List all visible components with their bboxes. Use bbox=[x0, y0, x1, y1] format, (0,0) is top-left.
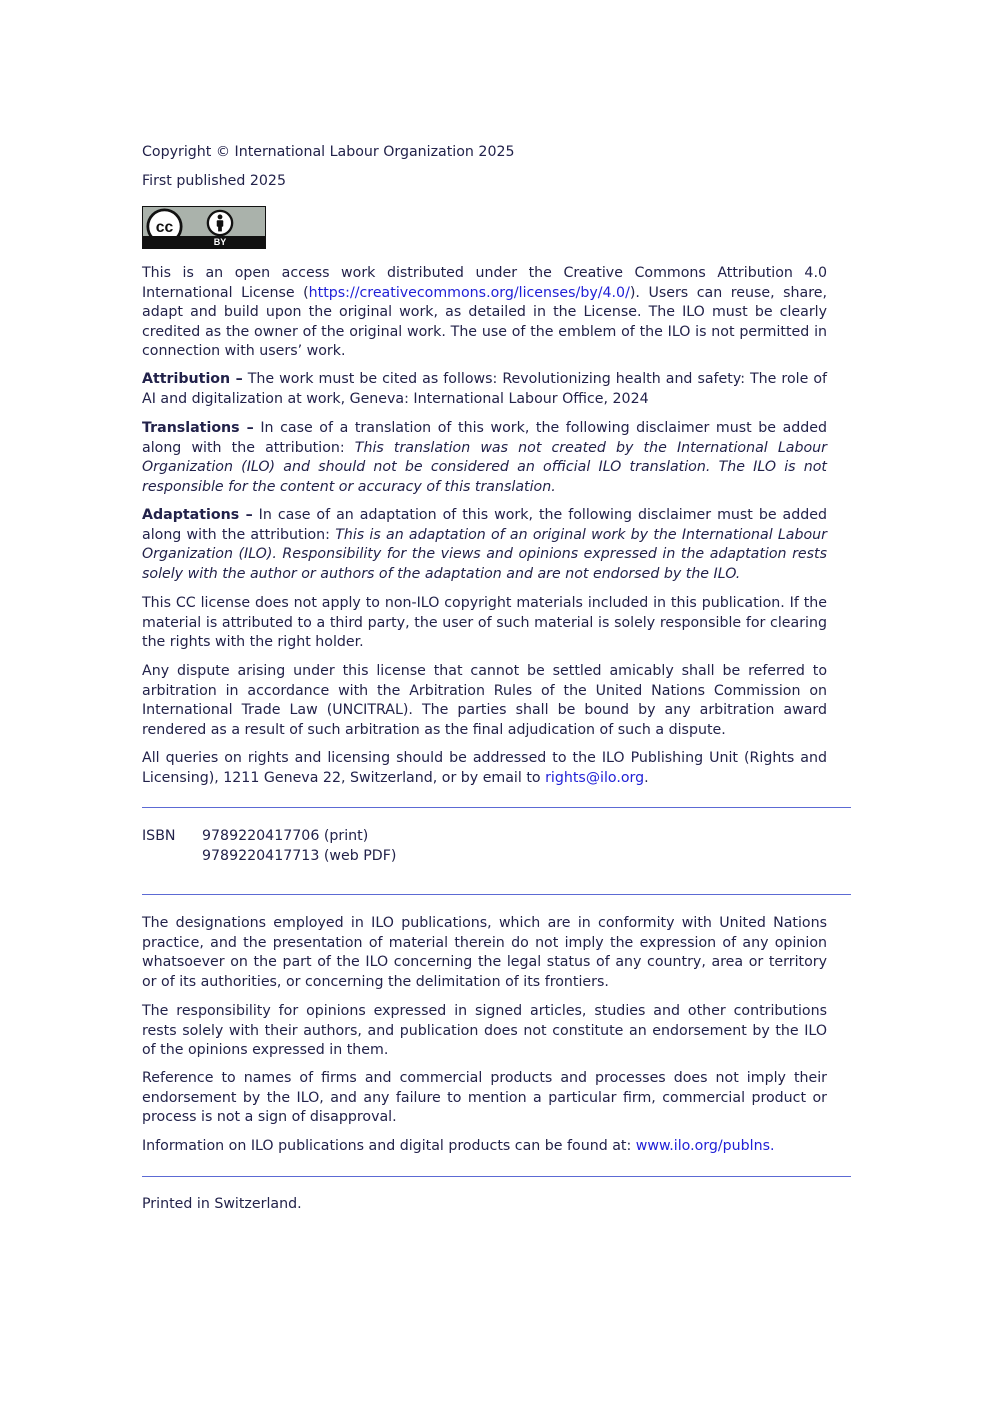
printed-in-line: Printed in Switzerland. bbox=[142, 1196, 302, 1212]
queries-paragraph: All queries on rights and licensing should be addressed to the ILO Publishing Unit (Rights and Licensing), 1211 Geneva 22, Switzerland, or by email to rights@ilo.org. bbox=[142, 750, 827, 786]
cc-by-license-icon bbox=[142, 206, 266, 249]
publications-link[interactable]: www.ilo.org/publns bbox=[635, 1138, 770, 1154]
isbn-web: 9789220417713 (web PDF) bbox=[202, 847, 397, 864]
divider bbox=[142, 1176, 851, 1177]
adaptations-heading: Adaptations – bbox=[142, 507, 253, 523]
adaptation-disclaimer: This is an adaptation of an original work by the International Labour Organization (ILO). Responsibility for the views and opinions expressed in the adaptation rests solely with the author or authors of the adaptation and are not endorsed by the ILO. bbox=[142, 526, 827, 582]
information-paragraph: Information on ILO publications and digital products can be found at: www.ilo.org/publns. bbox=[142, 1138, 775, 1154]
translations-heading: Translations – bbox=[142, 420, 254, 436]
copyright-line: Copyright © International Labour Organization 2025 bbox=[142, 144, 515, 160]
cc-scope-paragraph: This CC license does not apply to non-ILO copyright materials included in this publication. If the material is attributed to a third party, the user of such material is solely responsible for clearing the rights with the right holder. bbox=[142, 595, 827, 650]
isbn-print: 9789220417706 (print) bbox=[202, 828, 369, 844]
isbn-values bbox=[202, 827, 396, 866]
rights-email-link[interactable]: rights@ilo.org bbox=[545, 769, 645, 786]
divider bbox=[142, 807, 851, 808]
attribution-paragraph: Attribution – The work must be cited as follows: Revolutionizing health and safety: The role of AI and digitalization at work, Geneva: International Labour Office, 2024 bbox=[142, 371, 828, 407]
cc-by-label: BY bbox=[213, 237, 227, 247]
attribution-person-icon bbox=[206, 209, 234, 237]
translations-paragraph: Translations – In case of a translation of this work, the following disclaimer must be added along with the attribution: This translation was not created by the International Labour Organization (ILO) and should not be considered an official ILO translation. The ILO is not responsible for the content or accuracy of this translation. bbox=[142, 420, 828, 495]
attribution-heading: Attribution – bbox=[142, 371, 243, 387]
isbn-label: ISBN bbox=[142, 828, 176, 844]
designations-paragraph: The designations employed in ILO publications, which are in conformity with United Nations practice, and the presentation of material therein do not imply the expression of any opinion whatsoever on the part of the ILO concerning the legal status of any country, area or territory or of its authorities, or concerning the delimitation of its frontiers. bbox=[142, 915, 827, 990]
dispute-paragraph: Any dispute arising under this license that cannot be settled amicably shall be referred to arbitration in accordance with the Arbitration Rules of the United Nations Commission on International Trade Law (UNCITRAL). The parties shall be bound by any arbitration award rendered as a result of such arbitration as the final adjudication of such a dispute. bbox=[142, 663, 827, 738]
divider bbox=[142, 894, 851, 895]
translation-disclaimer: This translation was not created by the International Labour Organization (ILO) and should not be considered an official ILO translation. The ILO is not responsible for the content or accuracy of this translation. bbox=[142, 439, 827, 495]
license-link[interactable]: https://creativecommons.org/licenses/by/4.0/ bbox=[308, 284, 630, 301]
svg-text:cc: cc bbox=[155, 219, 174, 237]
reference-paragraph: Reference to names of firms and commercial products and processes does not imply their endorsement by the ILO, and any failure to mention a particular firm, commercial product or process is not a sign of disapproval. bbox=[142, 1070, 827, 1125]
adaptations-paragraph: Adaptations – In case of an adaptation of this work, the following disclaimer must be added along with the attribution: This is an adaptation of an original work by the International Labour Organization (ILO). Responsibility for the views and opinions expressed in the adaptation rests solely with the author or authors of the adaptation and are not endorsed by the ILO. bbox=[142, 507, 827, 582]
license-paragraph: This is an open access work distributed under the Creative Commons Attribution 4.0 International License (https://creativecommons.org/licenses/by/4.0/). Users can reuse, share, adapt and build upon the original work, as detailed in the License. The ILO must be clearly credited as the owner of the original work. The use of the emblem of the ILO is not permitted in connection with users’ work. bbox=[142, 265, 827, 359]
first-published-line: First published 2025 bbox=[142, 173, 286, 189]
responsibility-paragraph: The responsibility for opinions expressed in signed articles, studies and other contributions rests solely with their authors, and publication does not constitute an endorsement by the ILO of the opinions expressed in them. bbox=[142, 1003, 827, 1058]
